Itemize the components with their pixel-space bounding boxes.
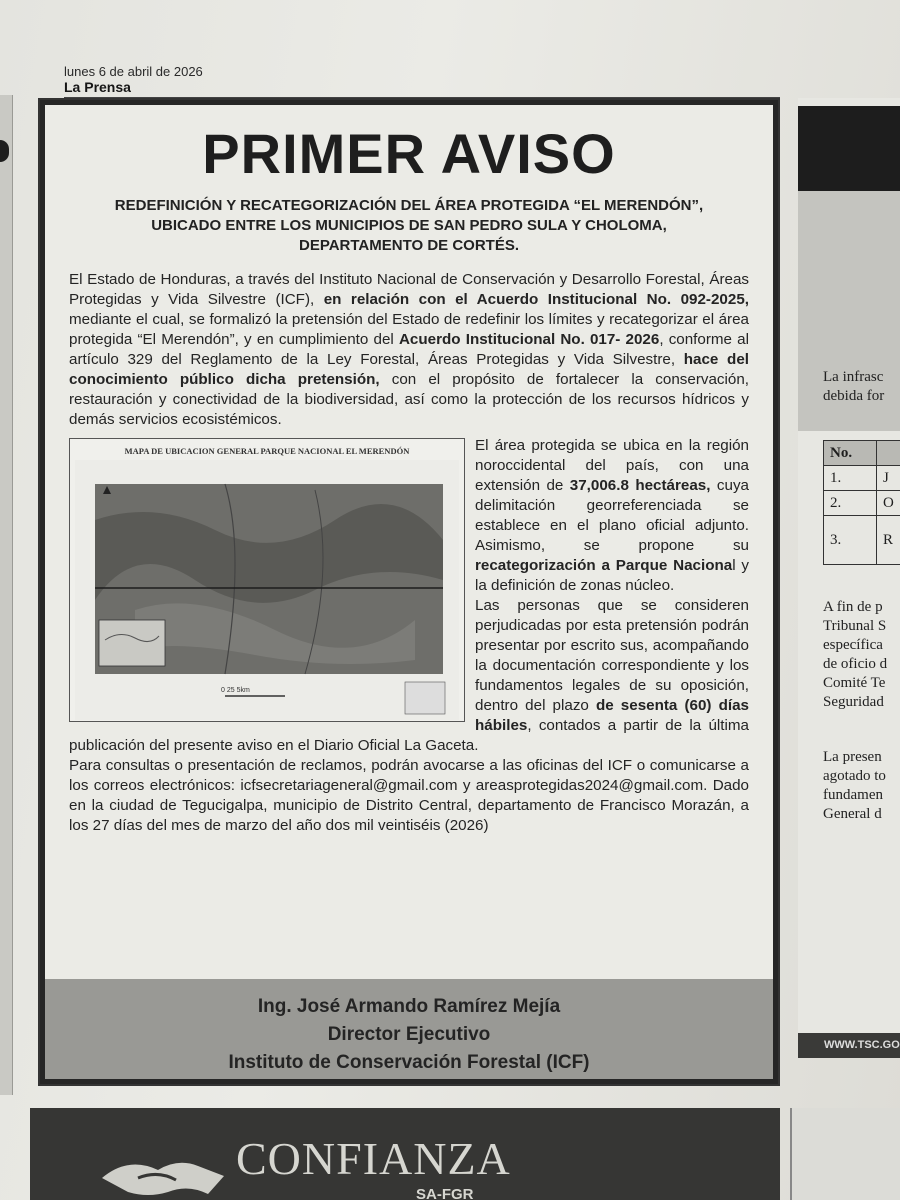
table-cell — [876, 441, 900, 466]
notice-paragraph-1: El Estado de Honduras, a través del Instituto Nacional de Conservación y Desarrollo Forestal, Áreas Protegidas y Vida Silvestre (ICF), en relación con el Acuerdo Institucional No. 092-2025, mediante el cual, se formalizó la pretensión del Estado de redefinir los límites y recategorizar el área protegida “El Merendón”, y en cumplimiento del Acuerdo Institucional No. 017- 2026, conforme al artículo 329 del Reglamento de la Ley Forestal, Áreas Protegidas y Vida Silvestre, hace del conocimiento público dicha pretensión, con el propósito de fortalecer la conservación, restauración y conectividad de la biodiversidad, así como la protección de los recursos hídricos y demás servicios ecosistémicos. — [69, 271, 749, 428]
table-cell: No. — [824, 441, 877, 466]
table-cell: 3. — [824, 516, 877, 565]
table-cell: J — [876, 466, 900, 491]
table-cell: 2. — [824, 491, 877, 516]
signatory-role: Director Ejecutivo — [327, 1024, 491, 1045]
handshake-icon — [98, 1148, 228, 1200]
notice-subtitle: REDEFINICIÓN Y RECATEGORIZACIÓN DEL ÁREA PROTEGIDA “EL MERENDÓN”, UBICADO ENTRE LOS MUNICIPIOS DE SAN PEDRO SULA Y CHOLOMA, DEPARTAMENTO DE CORTÉS. — [114, 197, 704, 254]
table-cell: R — [876, 516, 900, 565]
notice-paragraph-4: Para consultas o presentación de reclamos, podrán avocarse a las oficinas del ICF o comunicarse a los correos electrónicos: icfsecretariageneral@gmail.com y areasprotegidas2024@gmail.com. Dado en la ciudad de Tegucigalpa, municipio de Distrito Central, departamento de Francisco Morazán, a los 27 días del mes de marzo del año dos mil veintiséis (2026) — [69, 757, 749, 834]
map-legend — [405, 682, 445, 714]
signature-block — [45, 979, 773, 1079]
adjacent-line: La infrasc — [823, 369, 884, 385]
map-scale-text: 0 25 5km — [221, 687, 250, 694]
bottom-ad-code: SA-FGR — [416, 1186, 474, 1200]
bottom-advertisement — [30, 1108, 780, 1200]
table-cell: 1. — [824, 466, 877, 491]
adjacent-line: fundamen — [823, 787, 883, 803]
notice-title: PRIMER AVISO — [202, 122, 616, 185]
bottom-ad-brand: CONFIANZA — [236, 1133, 511, 1184]
adjacent-table — [823, 440, 900, 565]
adjacent-line: específica — [823, 637, 883, 653]
adjacent-line: Tribunal S — [823, 618, 887, 634]
signatory-name: Ing. José Armando Ramírez Mejía — [257, 996, 561, 1017]
adjacent-line: agotado to — [823, 768, 886, 784]
notice-box — [38, 98, 780, 1086]
map-title: MAPA DE UBICACION GENERAL PARQUE NACIONAL EL MERENDÓN — [124, 446, 410, 456]
location-map — [69, 438, 465, 722]
adjacent-url: WWW.TSC.GO — [798, 1033, 900, 1058]
adjacent-black-banner — [798, 106, 900, 191]
signatory-organization: Instituto de Conservación Forestal (ICF) — [228, 1052, 590, 1073]
bottom-right-block — [790, 1108, 900, 1200]
notice-paragraph-2: El área protegida se ubica en la región noroccidental del país, con una extensión de 37,006.8 hectáreas, cuya delimitación georreferenciada se establece en el plano oficial adjunto. Asimismo, se propone su recategorización a Parque Nacional y la definición de zonas núcleo. — [475, 437, 749, 594]
adjacent-line: de oficio d — [823, 656, 888, 672]
notice-body — [45, 105, 773, 1079]
adjacent-line: Seguridad — [823, 694, 884, 710]
left-page-edge — [0, 95, 13, 1095]
adjacent-line: La presen — [823, 749, 882, 765]
adjacent-column — [798, 98, 900, 1058]
masthead-newspaper: La Prensa — [64, 79, 131, 95]
adjacent-line: General d — [823, 806, 882, 822]
adjacent-line: debida for — [823, 388, 885, 404]
adjacent-line: A fin de p — [823, 599, 883, 615]
adjacent-line: Comité Te — [823, 675, 886, 691]
map-inset — [99, 620, 165, 666]
masthead-date: lunes 6 de abril de 2026 — [64, 64, 203, 79]
table-cell: O — [876, 491, 900, 516]
notice-paragraph-3: Las personas que se consideren perjudicadas por esta pretensión podrán presentar por escrito sus, acompañando la documentación correspondiente y los fundamentos legales de su oposición, dentro del plazo de sesenta (60) días hábiles, contados a partir de la última publicación del presente aviso en el Diario Oficial La Gaceta. — [69, 597, 749, 754]
map-figure — [75, 460, 459, 720]
